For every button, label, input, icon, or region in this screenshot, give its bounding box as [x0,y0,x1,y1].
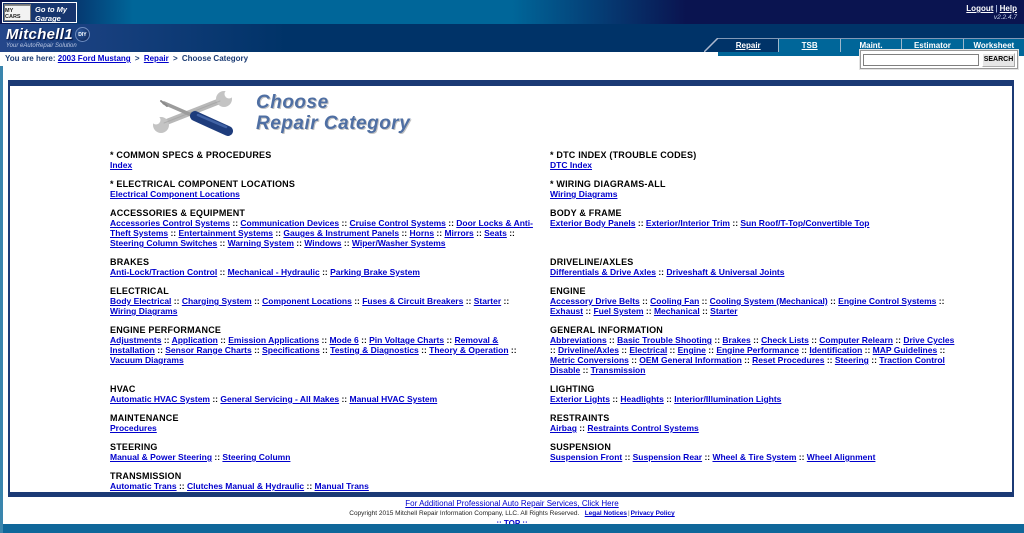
top-links-divider: | [995,4,998,13]
help-link[interactable]: Help [999,4,1017,13]
category-link[interactable]: Procedures [110,423,157,433]
category-link[interactable]: Automatic Trans [110,481,177,491]
category-link[interactable]: Horns [409,228,435,238]
link-separator: :: [209,394,221,404]
link-separator: :: [161,335,172,345]
diy-badge: DIY [75,27,90,42]
additional-services-link[interactable]: For Additional Professional Auto Repair Services, Click Here [405,499,619,508]
brand-tagline: Your eAutoRepair Solution [6,43,77,49]
link-separator: :: [667,345,678,355]
link-separator: :: [473,228,485,238]
link-separator: :: [798,345,810,355]
link-separator: :: [304,481,315,491]
section-title: ENGINE PERFORMANCE [110,325,222,335]
category-link[interactable]: Vacuum Diagrams [110,355,184,365]
category-link[interactable]: Exterior Lights [550,394,610,404]
link-separator: :: [609,394,621,404]
license-plate-text: MY CARS [5,8,21,20]
category-link[interactable]: Electrical [629,345,668,355]
category-link[interactable]: Pin Voltage Charts [369,335,445,345]
garage-button-label: Go to My Garage [35,5,68,23]
category-section [550,257,962,277]
breadcrumb [5,54,248,63]
link-separator: :: [712,335,723,345]
category-link[interactable]: Seats [484,228,507,238]
category-link[interactable]: Removal & Installation [110,335,499,355]
category-link[interactable]: Sun Roof/T-Top/Convertible Top [740,218,870,228]
copyright-text: Copyright 2015 Mitchell Repair Information Company, LLC. All Rights Reserved. [349,510,580,517]
section-title: RESTRAINTS [550,413,610,423]
link-separator: :: [796,452,807,462]
section-title: * DTC INDEX (TROUBLE CODES) [550,150,697,160]
link-separator: :: [230,218,241,228]
link-separator: :: [501,296,510,306]
category-link[interactable]: Drive Cycles [903,335,955,345]
category-section [110,384,535,404]
link-separator: :: [937,345,946,355]
category-link[interactable]: Steering [834,355,869,365]
brand-name: Mitchell1 [6,26,73,43]
category-link[interactable]: Transmission [590,365,646,375]
category-section [550,325,962,375]
category-link[interactable]: Steering Column Switches [110,238,218,248]
category-section [550,179,962,199]
section-title: ENGINE [550,286,586,296]
link-separator: :: [358,335,370,345]
link-separator: :: [217,267,228,277]
link-separator: :: [705,345,717,355]
link-separator: :: [824,355,835,365]
link-separator: :: [217,335,229,345]
category-link[interactable]: Gauges & Instrument Panels [283,228,400,238]
category-link[interactable]: Differentials & Drive Axles [550,267,656,277]
category-section [110,442,535,462]
section-title: HVAC [110,384,136,394]
category-link[interactable]: Restraints Control Systems [587,423,699,433]
link-separator: :: [176,481,187,491]
search-button[interactable]: SEARCH [982,53,1015,67]
license-plate-banner [5,5,30,6]
section-links [110,481,535,491]
section-links [110,452,535,462]
category-link[interactable]: DTC Index [550,160,593,170]
breadcrumb-current: Choose Category [181,54,249,63]
privacy-policy-link[interactable]: Privacy Policy [630,510,675,517]
category-link[interactable]: Charging System [181,296,252,306]
section-links [550,189,962,199]
category-link[interactable]: Wheel & Tire System [712,452,797,462]
category-link[interactable]: Computer Relearn [819,335,893,345]
link-separator: :: [827,296,839,306]
section-links [110,335,535,365]
link-separator: :: [154,345,166,355]
link-separator: :: [606,335,618,345]
section-title: GENERAL INFORMATION [550,325,663,335]
category-section [110,208,535,248]
section-links [110,160,535,170]
top-bar [0,0,1024,24]
search-panel [860,50,1018,69]
category-link[interactable]: Entertainment Systems [178,228,273,238]
category-link[interactable]: Exterior/Interior Trim [645,218,730,228]
link-separator: :: [550,345,559,355]
link-separator: :: [444,335,455,345]
category-link[interactable]: Manual Trans [314,481,369,491]
section-title: TRANSMISSION [110,471,182,481]
page-title-area [150,90,410,136]
link-separator: :: [699,296,710,306]
link-separator: :: [445,218,457,228]
link-separator: :: [508,345,517,355]
category-section [110,179,535,199]
category-link[interactable]: Mechanical - Hydraulic [227,267,320,277]
link-separator: :: [862,345,873,355]
category-link[interactable]: Accessory Drive Belts [550,296,640,306]
category-link[interactable]: Application [171,335,218,345]
footer-services-line [0,499,1024,508]
section-links [110,296,535,316]
link-separator: :: [618,345,630,355]
category-link[interactable]: Warning System [227,238,294,248]
section-links [550,218,962,228]
page-title-line2: Repair Category [256,113,411,134]
category-link[interactable]: Automatic HVAC System [110,394,210,404]
link-separator: :: [750,335,762,345]
section-links [110,394,535,404]
category-link[interactable]: General Servicing - All Makes [220,394,340,404]
bottom-bar [0,524,1024,533]
legal-notices-link[interactable]: Legal Notices [584,510,627,517]
category-link[interactable]: Electrical Component Locations [110,189,240,199]
footer-links-divider: | [627,510,630,517]
section-links [110,423,535,433]
category-link[interactable]: Body Electrical [110,296,172,306]
category-link[interactable]: Wiring Diagrams [110,306,178,316]
category-section [110,471,535,491]
section-links [550,335,962,375]
category-section [110,257,535,277]
category-link[interactable]: Suspension Front [550,452,623,462]
category-link[interactable]: Parking Brake System [330,267,420,277]
breadcrumb-vehicle-link[interactable]: 2003 Ford Mustang [57,54,131,63]
category-link[interactable]: Communication Devices [240,218,340,228]
category-link[interactable]: Emission Applications [228,335,320,345]
section-links [550,423,962,433]
category-grid [110,150,962,500]
category-link[interactable]: Check Lists [761,335,809,345]
left-edge-strip [0,66,3,533]
go-to-my-garage-button[interactable] [2,2,77,23]
category-link[interactable]: Cooling Fan [650,296,700,306]
category-link[interactable]: Fuses & Circuit Breakers [362,296,464,306]
link-separator: :: [351,296,363,306]
link-separator: :: [251,345,263,355]
section-links [550,452,962,462]
category-link[interactable]: Wiper/Washer Systems [351,238,446,248]
section-title: * COMMON SPECS & PROCEDURES [110,150,272,160]
category-link[interactable]: Mirrors [444,228,474,238]
category-section [110,286,535,316]
category-link[interactable]: Cruise Control Systems [349,218,446,228]
tab-estimator[interactable]: Estimator [901,39,962,52]
section-title: ELECTRICAL [110,286,169,296]
section-title: * ELECTRICAL COMPONENT LOCATIONS [110,179,296,189]
link-separator: :: [663,394,675,404]
category-link[interactable]: Identification [809,345,863,355]
category-link[interactable]: Adjustments [110,335,162,345]
category-link[interactable]: MAP Guidelines [872,345,938,355]
page-title [256,92,410,134]
category-link[interactable]: Manual HVAC System [349,394,438,404]
link-separator: :: [319,335,330,345]
section-title: DRIVELINE/AXLES [550,257,634,267]
section-title: LIGHTING [550,384,595,394]
category-link[interactable]: Component Locations [262,296,352,306]
category-section [110,413,535,433]
link-separator: :: [702,452,713,462]
category-link[interactable]: Sensor Range Charts [165,345,252,355]
category-link[interactable]: Windows [304,238,342,248]
version-label: v2.2.4.7 [993,14,1017,21]
section-links [110,218,535,248]
link-separator: :: [293,238,305,248]
link-separator: :: [936,296,945,306]
link-separator: :: [319,345,331,355]
category-link[interactable]: Wheel Alignment [806,452,876,462]
category-section [550,384,962,404]
link-separator: :: [272,228,284,238]
breadcrumb-separator: > [172,54,178,63]
link-separator: :: [576,423,588,433]
category-section [550,413,962,433]
logout-link[interactable]: Logout [966,4,994,13]
section-links [550,267,962,277]
category-link[interactable]: Engine Performance [716,345,799,355]
category-link[interactable]: Cooling System (Mechanical) [709,296,828,306]
category-link[interactable]: Steering Column [222,452,291,462]
link-separator: :: [741,355,753,365]
tab-maint[interactable]: Maint. [840,39,901,52]
category-section [550,471,962,491]
link-separator: :: [639,296,651,306]
category-link[interactable]: Basic Trouble Shooting [617,335,713,345]
search-input[interactable] [863,54,979,66]
breadcrumb-separator: > [134,54,140,63]
category-link[interactable]: Interior/Illumination Lights [674,394,782,404]
link-separator: :: [341,238,352,248]
category-link[interactable]: Specifications [262,345,320,355]
category-section [550,208,962,248]
link-separator: :: [339,218,350,228]
section-title: * WIRING DIAGRAMS-ALL [550,179,666,189]
category-link[interactable]: Headlights [620,394,664,404]
section-title: ACCESSORIES & EQUIPMENT [110,208,246,218]
section-links [550,296,962,316]
section-links [110,189,535,199]
breadcrumb-prefix: You are here: [5,54,56,63]
section-title: BRAKES [110,257,150,267]
link-separator: :: [212,452,223,462]
category-link[interactable]: OEM General Information [639,355,742,365]
category-section [550,286,962,316]
page-title-line1: Choose [256,92,329,113]
link-separator: :: [434,228,445,238]
breadcrumb-repair-link[interactable]: Repair [143,54,169,63]
section-title: MAINTENANCE [110,413,179,423]
section-title: SUSPENSION [550,442,612,452]
category-link[interactable]: Mode 6 [329,335,359,345]
footer-copyright-line [0,510,1024,517]
link-separator: :: [580,365,591,375]
category-link[interactable]: Testing & Diagnostics [330,345,419,355]
link-separator: :: [463,296,474,306]
section-links [550,394,962,404]
category-link[interactable]: Exhaust [550,306,584,316]
top-links [966,4,1017,13]
category-link[interactable]: Fuel System [593,306,644,316]
category-link[interactable]: Mechanical [653,306,700,316]
category-section [110,325,535,375]
category-link[interactable]: Clutches Manual & Hydraulic [187,481,305,491]
category-link[interactable]: Exterior Body Panels [550,218,636,228]
link-separator: :: [622,452,633,462]
section-title: BODY & FRAME [550,208,622,218]
category-link[interactable]: Accessories Control Systems [110,218,230,228]
category-section [110,150,535,170]
link-separator: :: [251,296,263,306]
link-separator: :: [319,267,331,277]
link-separator: :: [418,345,430,355]
category-link[interactable]: Engine Control Systems [838,296,937,306]
section-links [110,267,535,277]
category-link[interactable]: Brakes [722,335,751,345]
link-separator: :: [699,306,711,316]
category-link[interactable]: Driveshaft & Universal Joints [666,267,785,277]
tab-tsb[interactable]: TSB [778,39,839,52]
link-separator: :: [171,296,182,306]
link-separator: :: [583,306,594,316]
link-separator: :: [506,228,515,238]
category-link[interactable]: Abbreviations [550,335,607,345]
link-separator: :: [655,267,667,277]
link-separator: :: [339,394,350,404]
link-separator: :: [868,355,880,365]
link-separator: :: [628,355,640,365]
link-separator: :: [730,218,741,228]
category-link[interactable]: Reset Procedures [752,355,825,365]
section-title: STEERING [110,442,158,452]
category-link[interactable]: Door Locks & Anti-Theft Systems [110,218,533,238]
category-link[interactable]: Metric Conversions [550,355,629,365]
license-plate-icon [4,4,31,21]
category-link[interactable]: Airbag [550,423,577,433]
category-link[interactable]: Suspension Rear [632,452,703,462]
link-separator: :: [399,228,410,238]
mitchell1-logo [6,26,90,49]
category-link[interactable]: Traction Control Disable [550,355,945,375]
link-separator: :: [643,306,654,316]
tab-repair[interactable]: Repair [718,39,778,52]
link-separator: :: [808,335,820,345]
link-separator: :: [168,228,179,238]
link-separator: :: [892,335,904,345]
section-links [550,160,962,170]
category-link[interactable]: Manual & Power Steering [110,452,213,462]
category-section [550,150,962,170]
category-link[interactable]: Driveline/Axles [558,345,619,355]
link-separator: :: [217,238,228,248]
link-separator: :: [635,218,646,228]
category-link[interactable]: Engine [677,345,706,355]
content-panel [8,80,1014,497]
category-link[interactable]: Index [110,160,133,170]
category-link[interactable]: Anti-Lock/Traction Control [110,267,218,277]
category-link[interactable]: Starter [473,296,502,306]
category-link[interactable]: Starter [710,306,738,316]
tab-worksheet[interactable]: Worksheet [963,39,1024,52]
category-link[interactable]: Theory & Operation [429,345,509,355]
category-link[interactable]: Wiring Diagrams [550,189,618,199]
crossed-tools-icon [150,90,242,136]
category-section [550,442,962,462]
